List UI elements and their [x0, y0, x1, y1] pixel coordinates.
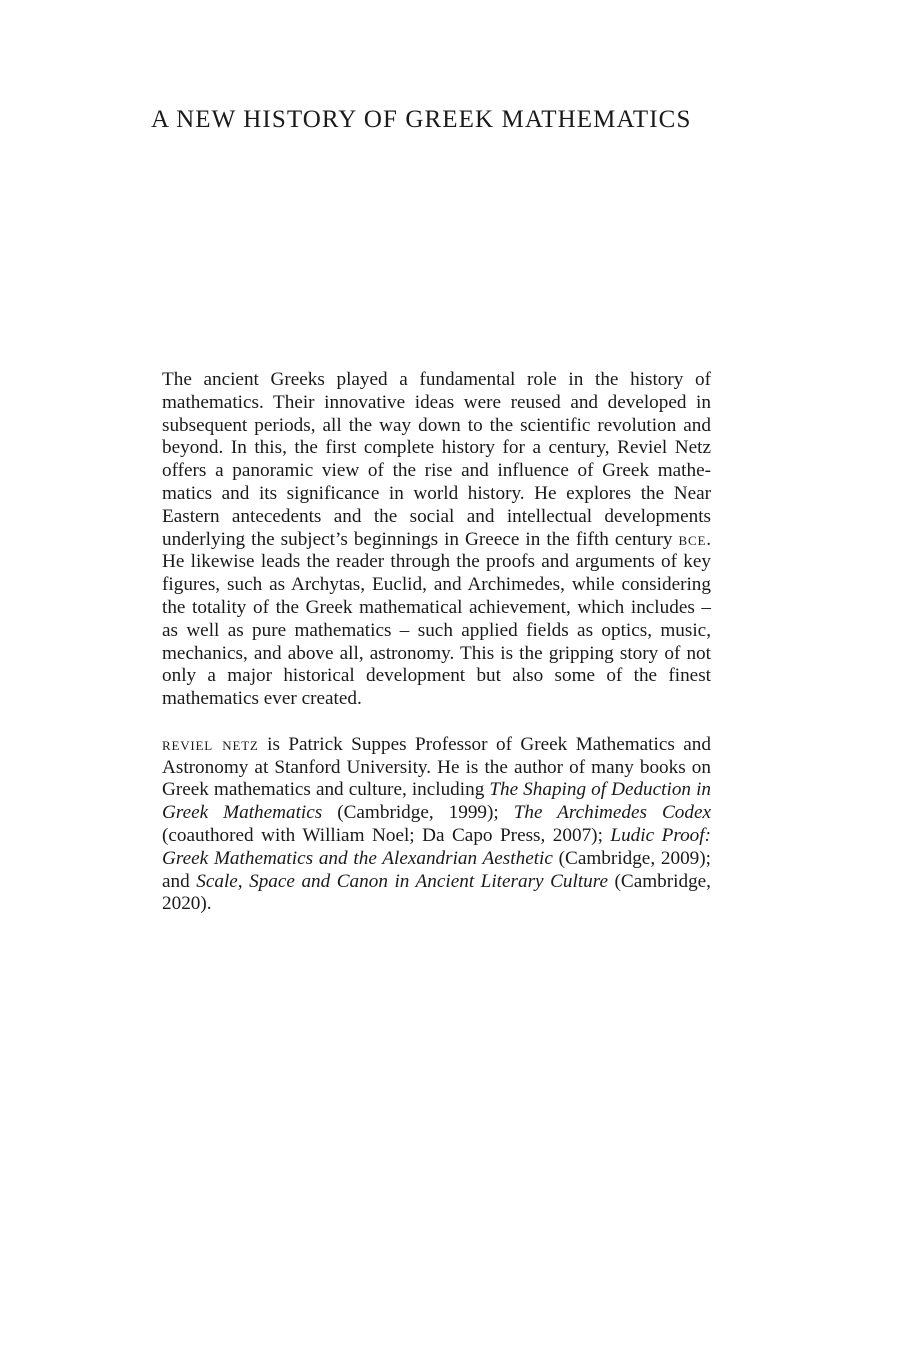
text-block	[162, 369, 711, 916]
era-abbreviation: bce	[678, 528, 707, 550]
book-info-4: (Cambridge, 2020).	[162, 870, 711, 915]
book-title-3: Ludic Proof: Greek Mathematics and the Alexandrian Aesthetic	[162, 824, 711, 869]
page-title: A NEW HISTORY OF GREEK MATHEMATICS	[151, 106, 692, 133]
bio-intro: is Patrick Suppes Professor of Greek Mathematics and Astronomy at Stanford University. He is the author of many books on Greek mathematics and culture, including	[162, 733, 711, 801]
description-part-2: . He likewise leads the reader through the proofs and arguments of key figures, such as Archytas, Euclid, and Archimedes, while considering the totality of the Greek mathematical achievement, which includes – as well as pure mathematics – such applied fields as optics, music, mechanics, and above all, astronomy. This is the gripping story of not only a major historical development but also some of the finest mathematics ever created.	[162, 528, 711, 710]
author-bio	[162, 734, 711, 916]
book-info-1: (Cambridge, 1999);	[322, 802, 514, 824]
author-name: reviel netz	[162, 733, 259, 755]
book-title-2: The Archimedes Codex	[513, 802, 711, 824]
book-info-3: (Cambridge, 2009); and	[162, 847, 711, 892]
book-info-2: (coauthored with William Noel; Da Capo Press, 2007);	[162, 824, 611, 846]
book-title-1: The Shaping of Deduction in Greek Mathematics	[162, 779, 711, 824]
description-part-1: The ancient Greeks played a fundamental role in the history of mathematics. Their innovative ideas were reused and developed in subsequent periods, all the way down to the scientific revolution and beyond. In this, the first complete history for a century, Reviel Netz offers a panoramic view of the rise and influence of Greek mathematics and its significance in world history. He explores the Near Eastern antecedents and the social and intellectual developments underlying the subject’s beginnings in Greece in the fifth century	[162, 369, 711, 550]
book-description	[162, 369, 711, 711]
book-title-4: Scale, Space and Canon in Ancient Literary Culture	[196, 870, 609, 892]
